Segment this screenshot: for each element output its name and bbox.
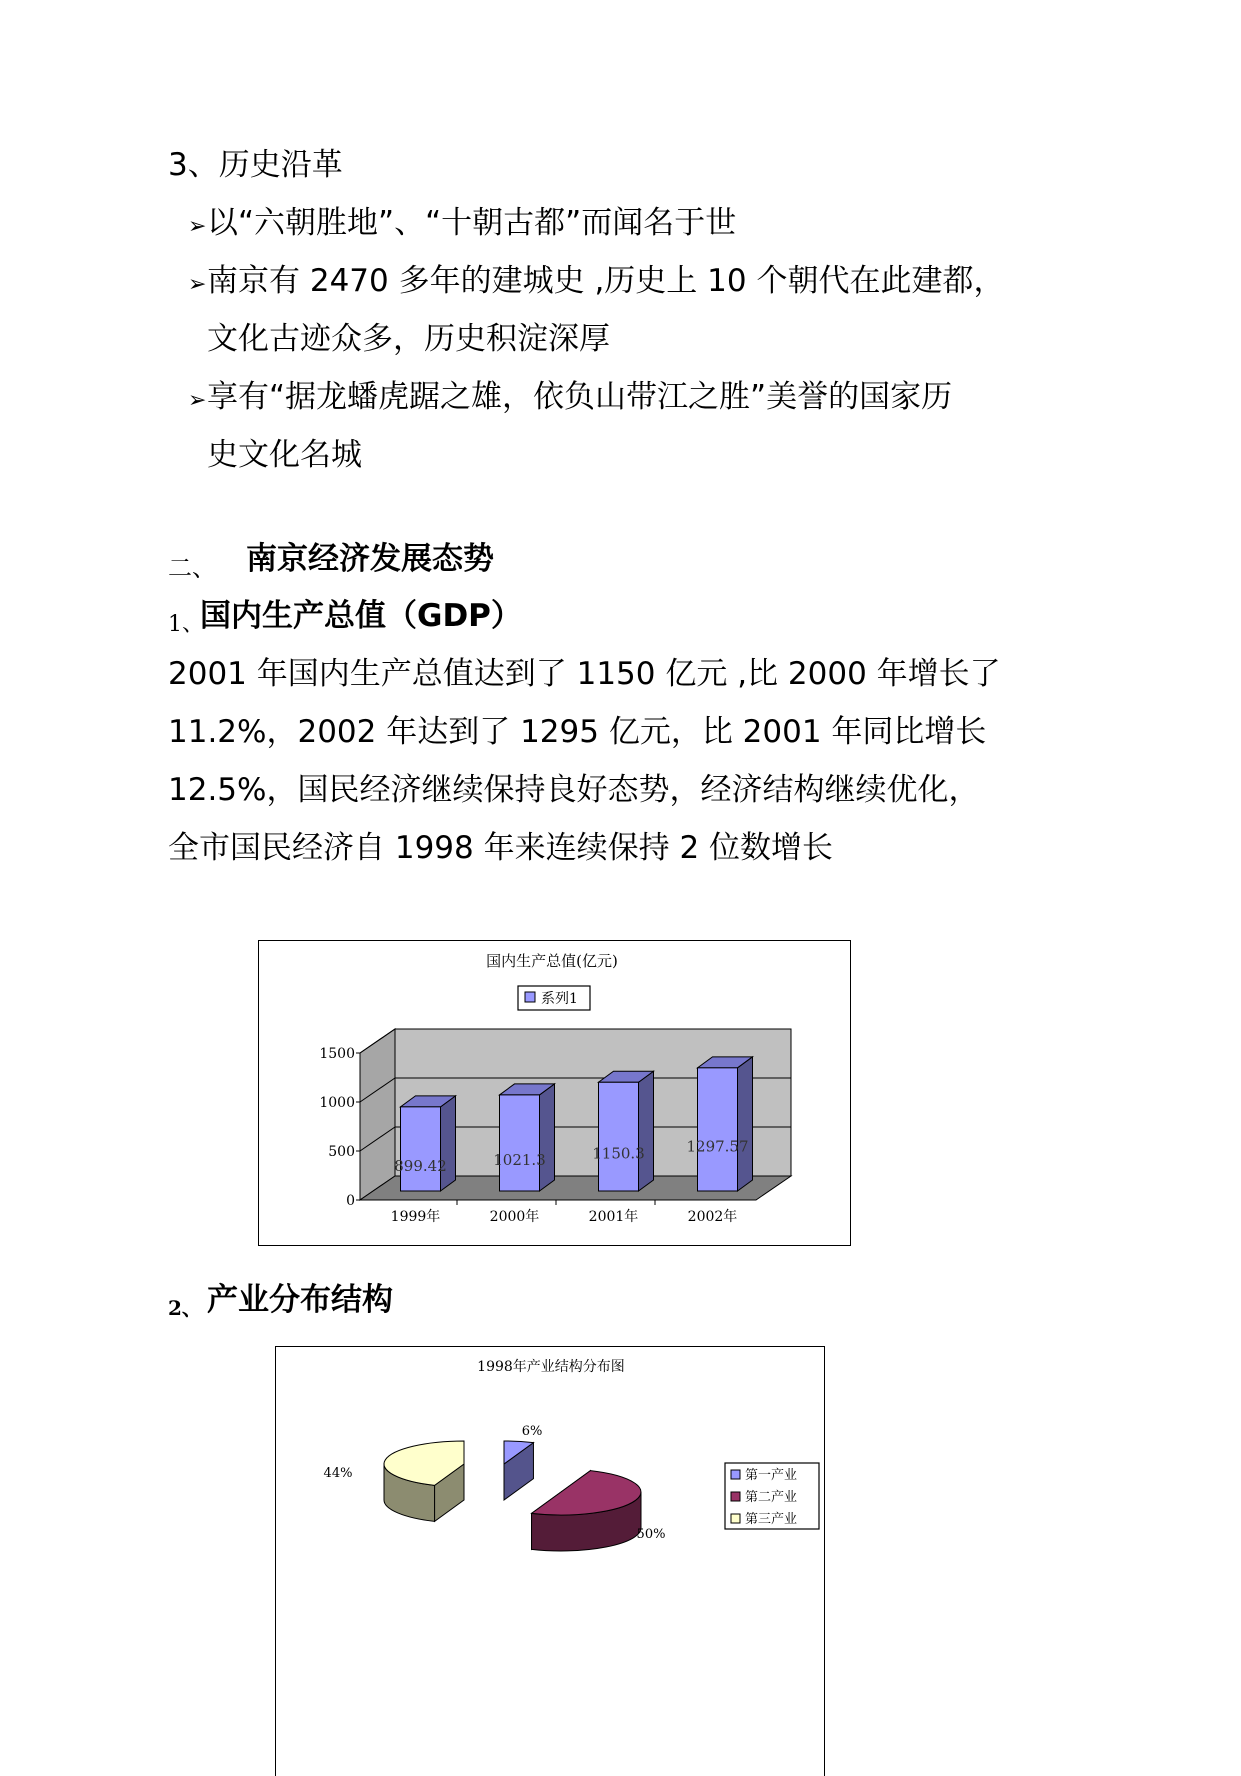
industry-pie-chart [276, 1347, 823, 1755]
history-item-1: 以“六朝胜地”、“十朝古都”而闻名于世 [207, 205, 737, 241]
bar-value-label: 1021.3 [493, 1150, 546, 1169]
history-item-2-line-2: 文化古迹众多，历史积淀深厚 [207, 321, 610, 357]
industry-number: 2、 [168, 1296, 202, 1320]
bar [599, 1082, 639, 1191]
y-tick-label: 500 [328, 1144, 355, 1160]
y-tick-label: 1500 [319, 1046, 355, 1062]
pie-slice-label: 44% [323, 1466, 353, 1481]
bar [401, 1107, 441, 1191]
legend-item-primary: 第一产业 [745, 1468, 798, 1483]
bar [698, 1068, 738, 1191]
industry-chart-frame [275, 1346, 825, 1776]
gdp-number: 1、 [168, 612, 204, 637]
section2-number: 二、 [168, 554, 216, 582]
bar-legend [518, 986, 590, 1010]
gdp-paragraph-line-4: 全市国民经济自 1998 年来连续保持 2 位数增长 [168, 830, 834, 866]
gdp-title: 国内生产总值（GDP） [200, 598, 522, 634]
industry-title: 产业分布结构 [207, 1282, 393, 1318]
y-tick-label: 1000 [319, 1095, 355, 1111]
legend-swatch-icon [731, 1514, 740, 1523]
history-item-3-line-1: 享有“据龙蟠虎踞之雄，依负山带江之胜”美誉的国家历 [207, 379, 953, 415]
x-tick-label: 2002年 [687, 1209, 738, 1225]
bar-side [441, 1096, 456, 1191]
history-item-2-line-1: 南京有 2470 多年的建城史 ,历史上 10 个朝代在此建都， [207, 263, 1005, 299]
y-tick-label: 0 [346, 1193, 355, 1209]
bar-side [540, 1084, 555, 1191]
bar-value-label: 899.42 [394, 1156, 447, 1175]
legend-swatch-icon [731, 1470, 740, 1479]
history-item-3-line-2: 史文化名城 [207, 437, 362, 473]
bar-value-label: 1150.3 [592, 1144, 645, 1163]
gdp-bar-chart [259, 941, 849, 1244]
bar-side [738, 1057, 753, 1191]
legend-item-tertiary: 第三产业 [745, 1512, 798, 1527]
bullet-arrow-icon: ➢ [188, 388, 207, 413]
legend-series-name: 系列1 [541, 991, 578, 1007]
bar-value-label: 1297.57 [686, 1137, 749, 1156]
gdp-paragraph-line-3: 12.5%，国民经济继续保持良好态势，经济结构继续优化， [168, 772, 980, 808]
section2-title: 南京经济发展态势 [246, 541, 494, 577]
x-tick-label: 1999年 [390, 1209, 441, 1225]
bullet-arrow-icon: ➢ [188, 272, 207, 297]
pie-slice-label: 6% [521, 1424, 543, 1439]
gdp-chart-frame [258, 940, 851, 1246]
pie-slice-label: 50% [636, 1527, 666, 1542]
pie-chart-title: 1998年产业结构分布图 [477, 1359, 625, 1375]
legend-swatch-icon [731, 1492, 740, 1501]
gdp-paragraph-line-1: 2001 年国内生产总值达到了 1150 亿元 ,比 2000 年增长了 [168, 656, 1001, 692]
bar-side [639, 1071, 654, 1191]
x-tick-label: 2000年 [489, 1209, 540, 1225]
bullet-arrow-icon: ➢ [188, 214, 207, 239]
legend-swatch-icon [525, 992, 535, 1002]
bar-chart-title: 国内生产总值(亿元) [486, 952, 618, 970]
side-wall [360, 1029, 395, 1200]
pie-legend [725, 1463, 819, 1529]
legend-item-secondary: 第二产业 [745, 1490, 798, 1505]
bar [500, 1095, 540, 1191]
gdp-paragraph-line-2: 11.2%，2002 年达到了 1295 亿元，比 2001 年同比增长 [168, 714, 987, 750]
x-tick-label: 2001年 [588, 1209, 639, 1225]
history-heading: 3、历史沿革 [168, 147, 343, 183]
